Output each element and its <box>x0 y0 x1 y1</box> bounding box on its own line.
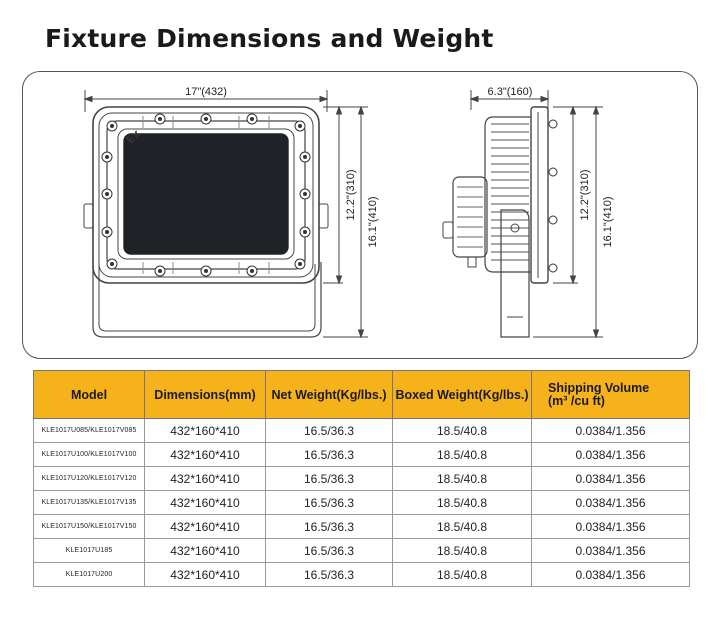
cell-dimensions: 432*160*410 <box>145 515 266 539</box>
cell-net-weight: 16.5/36.3 <box>266 539 393 563</box>
cell-shipping-volume: 0.0384/1.356 <box>532 515 690 539</box>
cell-boxed-weight: 18.5/40.8 <box>393 515 532 539</box>
table-row <box>34 443 690 467</box>
cell-dimensions: 432*160*410 <box>145 563 266 587</box>
table-header-row <box>34 371 690 419</box>
side-total-height-label: 16.1"(410) <box>602 196 614 248</box>
dimension-drawing <box>23 72 699 360</box>
table-row <box>34 491 690 515</box>
table-row <box>34 563 690 587</box>
header-shipping-volume <box>532 371 690 419</box>
cell-boxed-weight: 18.5/40.8 <box>393 539 532 563</box>
cell-net-weight: 16.5/36.3 <box>266 419 393 443</box>
header-net-weight: Net Weight(Kg/lbs.) <box>266 371 393 419</box>
cell-shipping-volume: 0.0384/1.356 <box>532 491 690 515</box>
cell-dimensions: 432*160*410 <box>145 539 266 563</box>
spec-table <box>33 370 690 587</box>
page-title: Fixture Dimensions and Weight <box>45 24 494 53</box>
cell-model: KLE1017U100/KLE1017V100 <box>34 443 145 467</box>
cell-boxed-weight: 18.5/40.8 <box>393 563 532 587</box>
cell-boxed-weight: 18.5/40.8 <box>393 443 532 467</box>
side-inner-height-label: 12.2"(310) <box>579 169 591 221</box>
cell-net-weight: 16.5/36.3 <box>266 515 393 539</box>
header-dimensions: Dimensions(mm) <box>145 371 266 419</box>
cell-boxed-weight: 18.5/40.8 <box>393 491 532 515</box>
cell-model: KLE1017U200 <box>34 563 145 587</box>
cell-boxed-weight: 18.5/40.8 <box>393 419 532 443</box>
header-shipping-volume-line1: Shipping Volume <box>548 380 650 395</box>
cell-dimensions: 432*160*410 <box>145 419 266 443</box>
cell-dimensions: 432*160*410 <box>145 467 266 491</box>
cell-shipping-volume: 0.0384/1.356 <box>532 419 690 443</box>
table-row <box>34 515 690 539</box>
header-boxed-weight: Boxed Weight(Kg/lbs.) <box>393 371 532 419</box>
cell-model: KLE1017U185 <box>34 539 145 563</box>
cell-dimensions: 432*160*410 <box>145 491 266 515</box>
cell-net-weight: 16.5/36.3 <box>266 443 393 467</box>
dimension-drawing-panel <box>22 71 698 359</box>
cell-model: KLE1017U085/KLE1017V085 <box>34 419 145 443</box>
cell-net-weight: 16.5/36.3 <box>266 467 393 491</box>
cell-boxed-weight: 18.5/40.8 <box>393 467 532 491</box>
cell-model: KLE1017U120/KLE1017V120 <box>34 467 145 491</box>
header-shipping-volume-line2: (m³ /cu ft) <box>548 393 605 408</box>
ex-mark: Ex <box>123 127 143 147</box>
cell-shipping-volume: 0.0384/1.356 <box>532 467 690 491</box>
cell-dimensions: 432*160*410 <box>145 443 266 467</box>
cell-shipping-volume: 0.0384/1.356 <box>532 563 690 587</box>
cell-shipping-volume: 0.0384/1.356 <box>532 443 690 467</box>
cell-shipping-volume: 0.0384/1.356 <box>532 539 690 563</box>
table-row <box>34 539 690 563</box>
cell-model: KLE1017U135/KLE1017V135 <box>34 491 145 515</box>
table-row <box>34 467 690 491</box>
front-width-label: 17"(432) <box>185 86 227 98</box>
front-total-height-label: 16.1"(410) <box>367 196 379 248</box>
cell-net-weight: 16.5/36.3 <box>266 563 393 587</box>
table-row <box>34 419 690 443</box>
cell-model: KLE1017U150/KLE1017V150 <box>34 515 145 539</box>
front-inner-height-label: 12.2"(310) <box>345 169 357 221</box>
header-model: Model <box>34 371 145 419</box>
cell-net-weight: 16.5/36.3 <box>266 491 393 515</box>
side-depth-label: 6.3"(160) <box>487 86 533 98</box>
front-view <box>84 90 368 337</box>
